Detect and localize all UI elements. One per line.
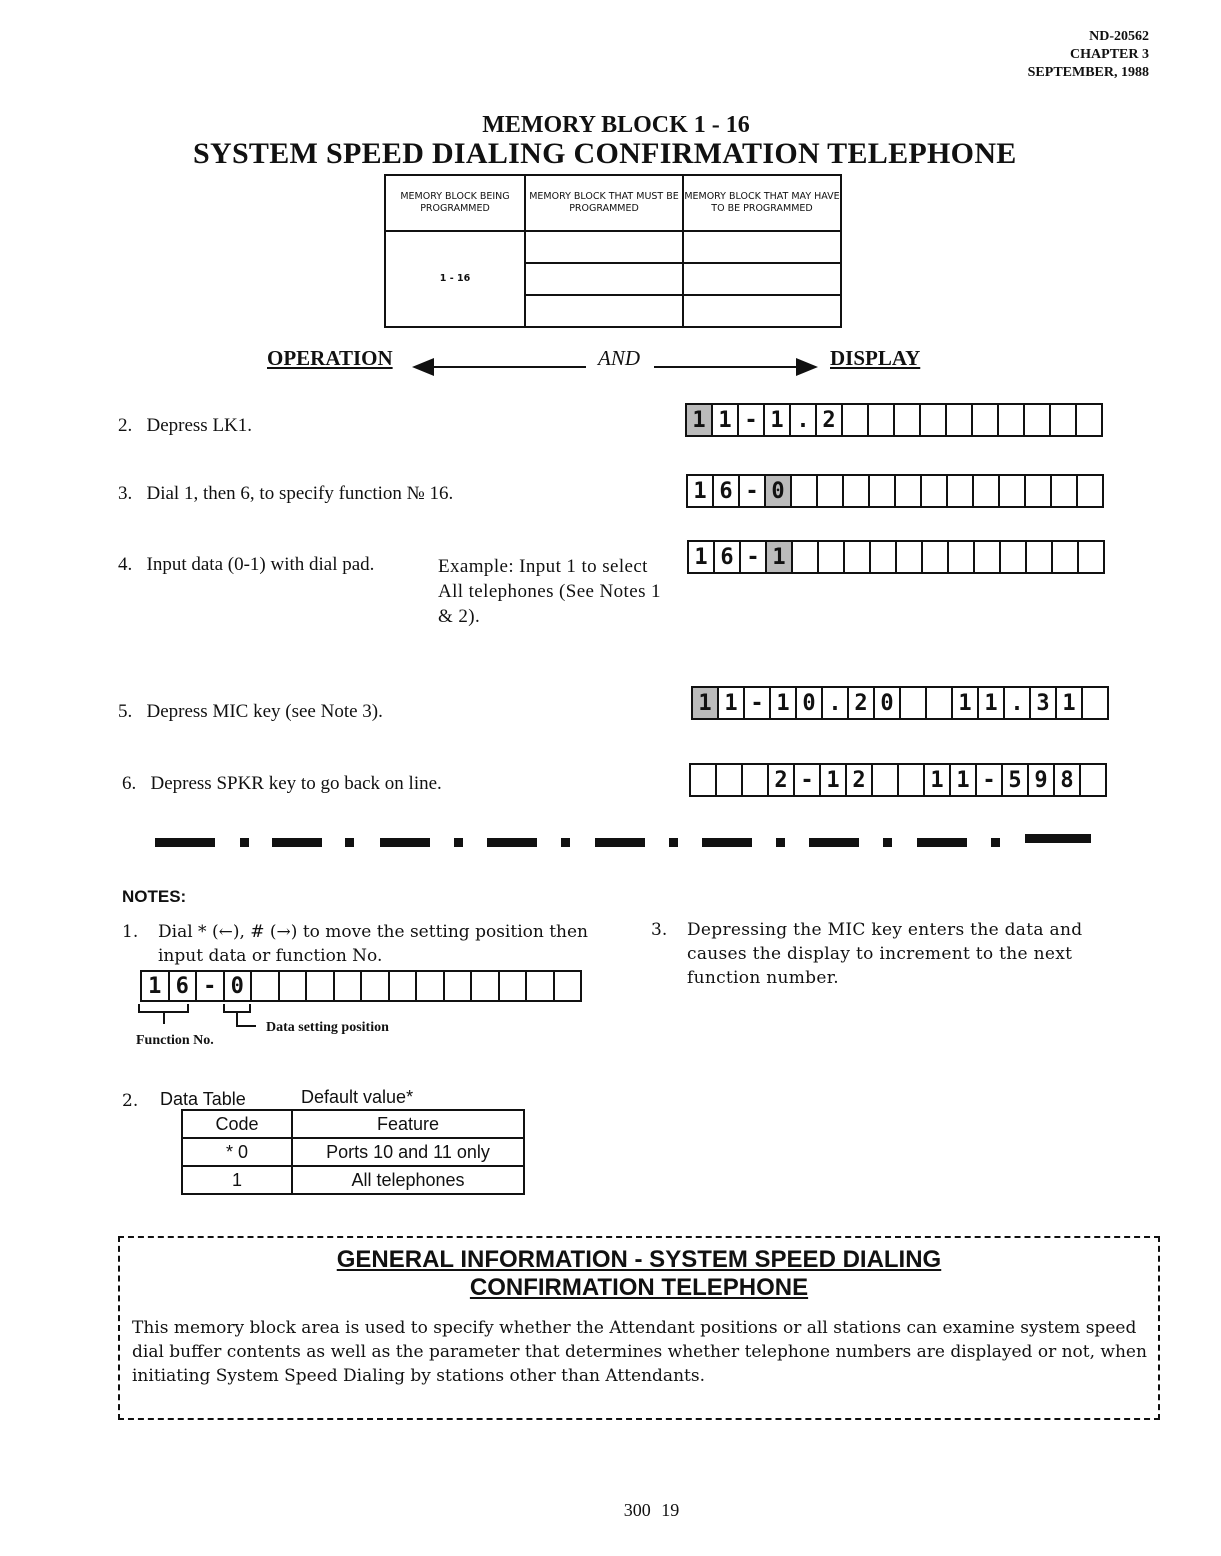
lcd-cell: 0	[225, 972, 253, 1000]
page-number: 300 19	[623, 1500, 680, 1520]
lcd-cell	[819, 542, 845, 572]
lcd-cell	[1083, 688, 1107, 718]
general-info-subheading: CONFIRMATION TELEPHONE	[469, 1274, 809, 1301]
lcd-cell	[973, 405, 999, 435]
lcd-cell: -	[739, 405, 765, 435]
table-cell-code: * 0	[182, 1138, 292, 1166]
lcd-cell	[792, 476, 818, 506]
divider-dot	[991, 838, 1000, 847]
lcd-cell	[818, 476, 844, 506]
table-row	[182, 1166, 524, 1194]
lcd-cell	[1079, 542, 1103, 572]
lcd-cell: 1	[1057, 688, 1083, 718]
table-header-code: Code	[182, 1110, 292, 1138]
table-cell-feature: All telephones	[292, 1166, 524, 1194]
memory-block-value: 1 - 16	[385, 231, 525, 327]
lcd-cell	[1026, 476, 1052, 506]
lcd-display-step-2	[685, 403, 1103, 437]
lcd-cell: 8	[1055, 765, 1081, 795]
lcd-cell	[280, 972, 308, 1000]
lcd-cell: 1	[925, 765, 951, 795]
doc-number: ND-20562	[1089, 29, 1149, 44]
col-being-programmed: MEMORY BLOCK BEING PROGRAMMED	[385, 175, 525, 231]
lcd-cell	[1052, 476, 1078, 506]
step-text: Dial 1, then 6, to specify function № 16.	[146, 483, 454, 504]
lcd-cell: .	[791, 405, 817, 435]
lcd-cell	[948, 476, 974, 506]
lcd-cell: 1	[951, 765, 977, 795]
divider-dash	[487, 838, 537, 847]
doc-date: SEPTEMBER, 1988	[1027, 65, 1149, 80]
page-title: SYSTEM SPEED DIALING CONFIRMATION TELEPHONE	[193, 137, 1017, 170]
note-1-number: 1.	[122, 922, 139, 942]
lcd-cell	[1077, 405, 1101, 435]
note-1-brackets	[136, 1002, 256, 1032]
step-number: 6.	[122, 773, 137, 794]
note-3-text: Depressing the MIC key enters the data and causes the display to increment to the next function number.	[687, 920, 1083, 988]
lcd-cell	[1081, 765, 1105, 795]
step-text: Depress SPKR key to go back on line.	[150, 773, 442, 794]
table-row	[182, 1138, 524, 1166]
general-information-box	[118, 1236, 1160, 1420]
display-label: DISPLAY	[830, 346, 921, 370]
note-2-title: Data Table	[160, 1089, 246, 1109]
lcd-cell	[899, 765, 925, 795]
step-number: 2.	[118, 415, 133, 436]
left-arrow-line	[418, 366, 586, 368]
step-5	[118, 701, 383, 723]
lcd-cell: 1	[771, 688, 797, 718]
lcd-cell	[921, 405, 947, 435]
lcd-display-step-6	[689, 763, 1107, 797]
lcd-cell	[472, 972, 500, 1000]
data-table	[181, 1109, 525, 1195]
lcd-cell	[922, 476, 948, 506]
lcd-cell	[417, 972, 445, 1000]
lcd-cell: 1	[767, 542, 793, 572]
step-2	[118, 415, 252, 437]
lcd-cell	[949, 542, 975, 572]
step-text: Input data (0-1) with dial pad.	[146, 554, 375, 575]
lcd-display-note-1	[140, 970, 582, 1002]
lcd-cell: 1	[953, 688, 979, 718]
lcd-cell	[500, 972, 528, 1000]
lcd-cell	[1051, 405, 1077, 435]
lcd-cell	[947, 405, 973, 435]
lcd-cell	[1027, 542, 1053, 572]
lcd-cell: 2	[817, 405, 843, 435]
notes-heading: NOTES:	[122, 887, 187, 906]
general-info-heading: GENERAL INFORMATION - SYSTEM SPEED DIALING	[336, 1246, 942, 1273]
divider-dash	[155, 838, 215, 847]
lcd-cell	[307, 972, 335, 1000]
right-arrow-icon	[796, 358, 818, 376]
lcd-cell	[845, 542, 871, 572]
lcd-cell: 1	[979, 688, 1005, 718]
general-info-body: This memory block area is used to specify whether the Attendant positions or all stations can examine system speed dial buffer contents as well as the parameter that determines whether telephone numbers are displayed or not, when initiating System Speed Dialing by stations other than Attendants.	[132, 1318, 1147, 1386]
lcd-cell: 1	[719, 688, 745, 718]
lcd-cell: 6	[170, 972, 198, 1000]
step-text: Depress MIC key (see Note 3).	[146, 701, 383, 722]
step-4	[118, 554, 374, 576]
lcd-cell: 0	[797, 688, 823, 718]
lcd-cell	[390, 972, 418, 1000]
lcd-cell	[793, 542, 819, 572]
lcd-cell: 0	[766, 476, 792, 506]
lcd-cell: 3	[1031, 688, 1057, 718]
lcd-cell: 1	[713, 405, 739, 435]
lcd-cell: 2	[769, 765, 795, 795]
lcd-cell: .	[823, 688, 849, 718]
lcd-cell: -	[977, 765, 1003, 795]
lcd-cell	[901, 688, 927, 718]
lcd-cell: 6	[714, 476, 740, 506]
lcd-cell: 1	[689, 542, 715, 572]
and-label: AND	[598, 346, 640, 370]
lcd-cell	[555, 972, 581, 1000]
lcd-cell: 2	[849, 688, 875, 718]
right-arrow-line	[654, 366, 804, 368]
col-may-have-to-be-programmed: MEMORY BLOCK THAT MAY HAVE TO BE PROGRAMMED	[683, 175, 841, 231]
table-cell-feature: Ports 10 and 11 only	[292, 1138, 524, 1166]
lcd-cell	[896, 476, 922, 506]
lcd-cell	[252, 972, 280, 1000]
note-3-number: 3.	[651, 920, 668, 940]
divider-dash	[595, 838, 645, 847]
lcd-cell: 1	[693, 688, 719, 718]
data-setting-position-label: Data setting position	[266, 1020, 389, 1035]
lcd-display-step-5	[691, 686, 1109, 720]
lcd-cell: 5	[1003, 765, 1029, 795]
lcd-cell	[743, 765, 769, 795]
lcd-cell	[895, 405, 921, 435]
lcd-cell	[999, 405, 1025, 435]
function-no-label: Function No.	[136, 1033, 214, 1048]
lcd-cell: 1	[688, 476, 714, 506]
step-text: Depress LK1.	[146, 415, 253, 436]
divider-dash	[380, 838, 430, 847]
step-number: 3.	[118, 483, 133, 504]
lcd-cell: -	[197, 972, 225, 1000]
lcd-cell: 2	[847, 765, 873, 795]
divider-dot	[776, 838, 785, 847]
step-6	[122, 773, 442, 795]
lcd-cell	[1000, 476, 1026, 506]
lcd-cell: 1	[765, 405, 791, 435]
lcd-cell	[923, 542, 949, 572]
divider-dot	[345, 838, 354, 847]
left-arrow-icon	[412, 358, 434, 376]
lcd-cell	[844, 476, 870, 506]
lcd-cell	[873, 765, 899, 795]
memory-block-table	[384, 174, 842, 328]
table-cell-code: 1	[182, 1166, 292, 1194]
lcd-cell: 0	[875, 688, 901, 718]
lcd-cell: 1	[142, 972, 170, 1000]
step-number: 4.	[118, 554, 133, 575]
lcd-cell: .	[1005, 688, 1031, 718]
lcd-cell: 1	[687, 405, 713, 435]
step-number: 5.	[118, 701, 133, 722]
divider-dot	[561, 838, 570, 847]
lcd-cell	[974, 476, 1000, 506]
divider-dash	[917, 838, 967, 847]
page-subtitle: MEMORY BLOCK 1 - 16	[482, 112, 750, 138]
lcd-cell	[445, 972, 473, 1000]
step-3	[118, 483, 453, 505]
document-header	[1028, 28, 1149, 82]
lcd-cell	[717, 765, 743, 795]
divider-dash	[272, 838, 322, 847]
note-2-number: 2.	[122, 1091, 139, 1111]
lcd-cell	[870, 476, 896, 506]
lcd-cell: 6	[715, 542, 741, 572]
divider-dot	[883, 838, 892, 847]
divider-dash	[809, 838, 859, 847]
divider-dash	[1025, 834, 1091, 843]
default-value-label: Default value*	[301, 1087, 414, 1107]
lcd-display-step-3	[686, 474, 1104, 508]
lcd-display-step-4	[687, 540, 1105, 574]
lcd-cell	[335, 972, 363, 1000]
lcd-cell: 9	[1029, 765, 1055, 795]
lcd-cell	[1001, 542, 1027, 572]
section-divider	[0, 0, 1221, 1]
lcd-cell: -	[740, 476, 766, 506]
lcd-cell: 1	[821, 765, 847, 795]
lcd-cell	[362, 972, 390, 1000]
lcd-cell: -	[741, 542, 767, 572]
lcd-cell	[975, 542, 1001, 572]
lcd-cell	[897, 542, 923, 572]
lcd-cell	[871, 542, 897, 572]
lcd-cell	[843, 405, 869, 435]
divider-dot	[669, 838, 678, 847]
lcd-cell	[1078, 476, 1102, 506]
lcd-cell: -	[745, 688, 771, 718]
note-1-text: Dial * (←), # (→) to move the setting position then input data or function No.	[158, 922, 589, 966]
operation-label: OPERATION	[267, 346, 393, 370]
col-must-be-programmed: MEMORY BLOCK THAT MUST BE PROGRAMMED	[525, 175, 683, 231]
step-4-example: Example: Input 1 to select All telephones (See Notes 1 & 2).	[438, 556, 661, 627]
lcd-cell	[1025, 405, 1051, 435]
chapter: CHAPTER 3	[1070, 47, 1149, 62]
divider-dot	[240, 838, 249, 847]
lcd-cell: -	[795, 765, 821, 795]
table-header-feature: Feature	[292, 1110, 524, 1138]
lcd-cell	[869, 405, 895, 435]
lcd-cell	[1053, 542, 1079, 572]
divider-dot	[454, 838, 463, 847]
lcd-cell	[927, 688, 953, 718]
lcd-cell	[527, 972, 555, 1000]
lcd-cell	[691, 765, 717, 795]
divider-dash	[702, 838, 752, 847]
